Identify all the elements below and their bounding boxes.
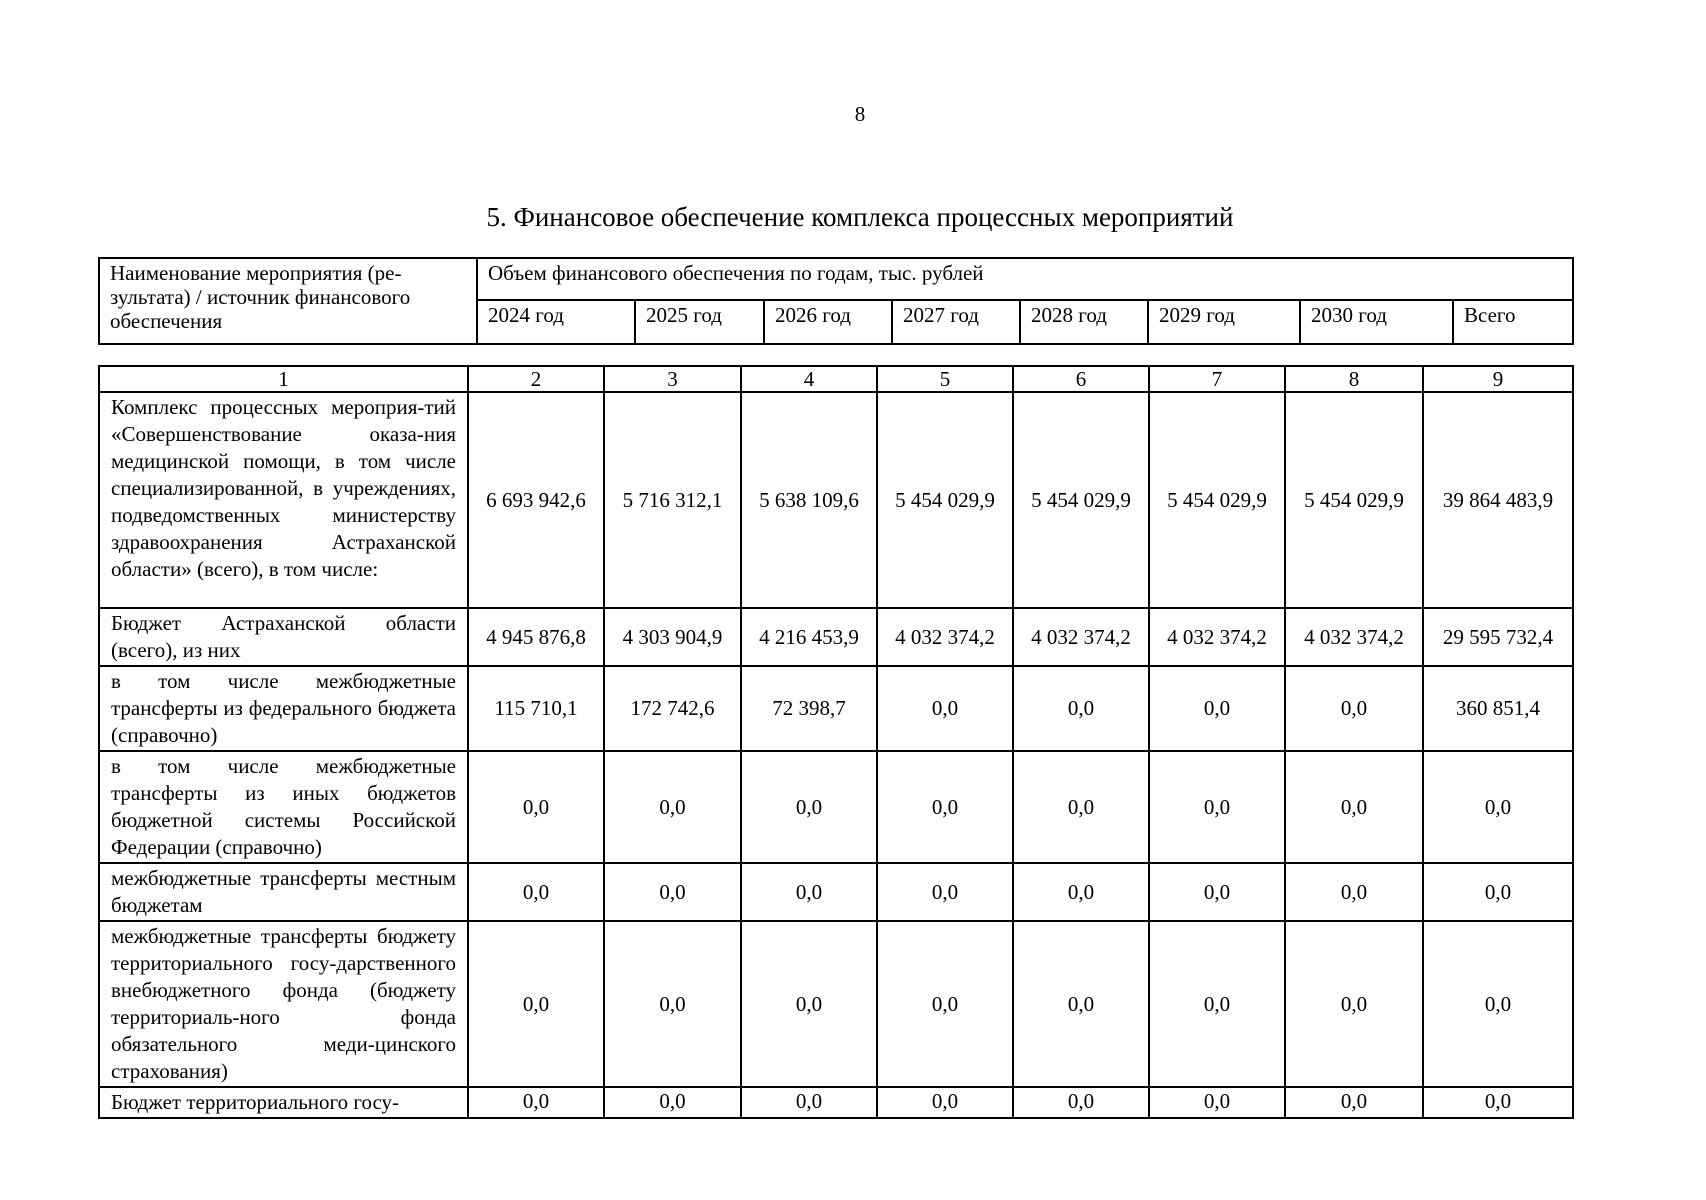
row-value: 5 454 029,9	[1149, 392, 1285, 608]
row-value: 4 216 453,9	[741, 608, 877, 666]
column-number: 3	[604, 366, 741, 392]
column-number-row	[99, 366, 1573, 392]
row-value: 0,0	[741, 863, 877, 921]
row-value: 0,0	[877, 863, 1013, 921]
row-value: 0,0	[1423, 1087, 1573, 1118]
row-value: 0,0	[1013, 863, 1149, 921]
row-value: 39 864 483,9	[1423, 392, 1573, 608]
header-total: Всего	[1453, 300, 1573, 344]
row-value: 0,0	[741, 921, 877, 1087]
page-number: 8	[854, 102, 866, 126]
row-value: 172 742,6	[604, 666, 741, 751]
row-value: 0,0	[1013, 921, 1149, 1087]
row-value: 360 851,4	[1423, 666, 1573, 751]
row-value: 0,0	[604, 921, 741, 1087]
row-value: 0,0	[468, 863, 604, 921]
table-row	[99, 608, 1573, 666]
column-number: 2	[468, 366, 604, 392]
row-value: 0,0	[1285, 863, 1423, 921]
row-label: межбюджетные трансферты бюджету территориального госу-дарственного внебюджетного фонда (бюджету территориаль-ного фонда обязательного меди-цинского страхования)	[99, 921, 468, 1087]
header-year-2027: 2027 год	[892, 300, 1020, 344]
row-value: 6 693 942,6	[468, 392, 604, 608]
table-row	[99, 751, 1573, 863]
row-value: 0,0	[1149, 666, 1285, 751]
row-label: в том числе межбюджетные трансферты из федерального бюджета (справочно)	[99, 666, 468, 751]
row-value: 0,0	[1285, 921, 1423, 1087]
row-value: 0,0	[877, 921, 1013, 1087]
row-value: 4 945 876,8	[468, 608, 604, 666]
column-number: 8	[1285, 366, 1423, 392]
table-row	[99, 666, 1573, 751]
row-value: 29 595 732,4	[1423, 608, 1573, 666]
row-label: Бюджет Астраханской области (всего), из них	[99, 608, 468, 666]
row-value: 5 716 312,1	[604, 392, 741, 608]
row-value: 5 454 029,9	[877, 392, 1013, 608]
row-value: 72 398,7	[741, 666, 877, 751]
funding-table	[98, 365, 1574, 1119]
row-value: 5 454 029,9	[1013, 392, 1149, 608]
table-row	[99, 392, 1573, 608]
header-year-2025: 2025 год	[635, 300, 764, 344]
row-value: 0,0	[1149, 751, 1285, 863]
row-value: 0,0	[468, 751, 604, 863]
row-value: 0,0	[1423, 751, 1573, 863]
header-year-2030: 2030 год	[1300, 300, 1453, 344]
row-value: 0,0	[1013, 666, 1149, 751]
column-number: 9	[1423, 366, 1573, 392]
row-value: 115 710,1	[468, 666, 604, 751]
row-value: 0,0	[1285, 1087, 1423, 1118]
table-row	[99, 863, 1573, 921]
row-value: 0,0	[1149, 921, 1285, 1087]
row-value: 4 303 904,9	[604, 608, 741, 666]
row-value: 4 032 374,2	[1285, 608, 1423, 666]
row-value: 5 454 029,9	[1285, 392, 1423, 608]
row-value: 0,0	[877, 1087, 1013, 1118]
header-name-column: Наименование мероприятия (ре-зультата) / источник финансового обеспечения	[99, 258, 477, 344]
row-value: 0,0	[1149, 863, 1285, 921]
row-value: 0,0	[1149, 1087, 1285, 1118]
table-header	[98, 257, 1574, 345]
header-year-2024: 2024 год	[477, 300, 635, 344]
row-value: 0,0	[468, 921, 604, 1087]
row-label: межбюджетные трансферты местным бюджетам	[99, 863, 468, 921]
row-value: 0,0	[1285, 751, 1423, 863]
row-value: 0,0	[741, 751, 877, 863]
column-number: 6	[1013, 366, 1149, 392]
column-number: 7	[1149, 366, 1285, 392]
table-row	[99, 921, 1573, 1087]
row-value: 0,0	[1013, 1087, 1149, 1118]
row-value: 0,0	[877, 666, 1013, 751]
row-value: 0,0	[877, 751, 1013, 863]
column-number: 1	[99, 366, 468, 392]
header-funding-group: Объем финансового обеспечения по годам, тыс. рублей	[477, 258, 1573, 300]
column-number: 4	[741, 366, 877, 392]
row-label: Бюджет территориального госу-	[99, 1087, 468, 1118]
table-row	[99, 1087, 1573, 1118]
row-value: 4 032 374,2	[1013, 608, 1149, 666]
row-value: 0,0	[1423, 921, 1573, 1087]
row-value: 0,0	[604, 1087, 741, 1118]
row-value: 0,0	[604, 863, 741, 921]
header-year-2028: 2028 год	[1020, 300, 1148, 344]
row-label: в том числе межбюджетные трансферты из иных бюджетов бюджетной системы Российской Федерации (справочно)	[99, 751, 468, 863]
row-value: 4 032 374,2	[1149, 608, 1285, 666]
row-value: 0,0	[1013, 751, 1149, 863]
header-year-2029: 2029 год	[1148, 300, 1300, 344]
row-value: 0,0	[604, 751, 741, 863]
row-value: 0,0	[468, 1087, 604, 1118]
row-value: 0,0	[741, 1087, 877, 1118]
row-value: 0,0	[1285, 666, 1423, 751]
section-title: 5. Финансовое обеспечение комплекса процессных мероприятий	[486, 202, 1234, 232]
column-number: 5	[877, 366, 1013, 392]
row-value: 4 032 374,2	[877, 608, 1013, 666]
header-year-2026: 2026 год	[764, 300, 892, 344]
row-value: 5 638 109,6	[741, 392, 877, 608]
row-label: Комплекс процессных мероприя-тий «Совершенствование оказа-ния медицинской помощи, в том числе специализированной, в учреждениях, подведомственных министерству здравоохранения Астраханской области» (всего), в том числе:	[99, 392, 468, 608]
row-value: 0,0	[1423, 863, 1573, 921]
